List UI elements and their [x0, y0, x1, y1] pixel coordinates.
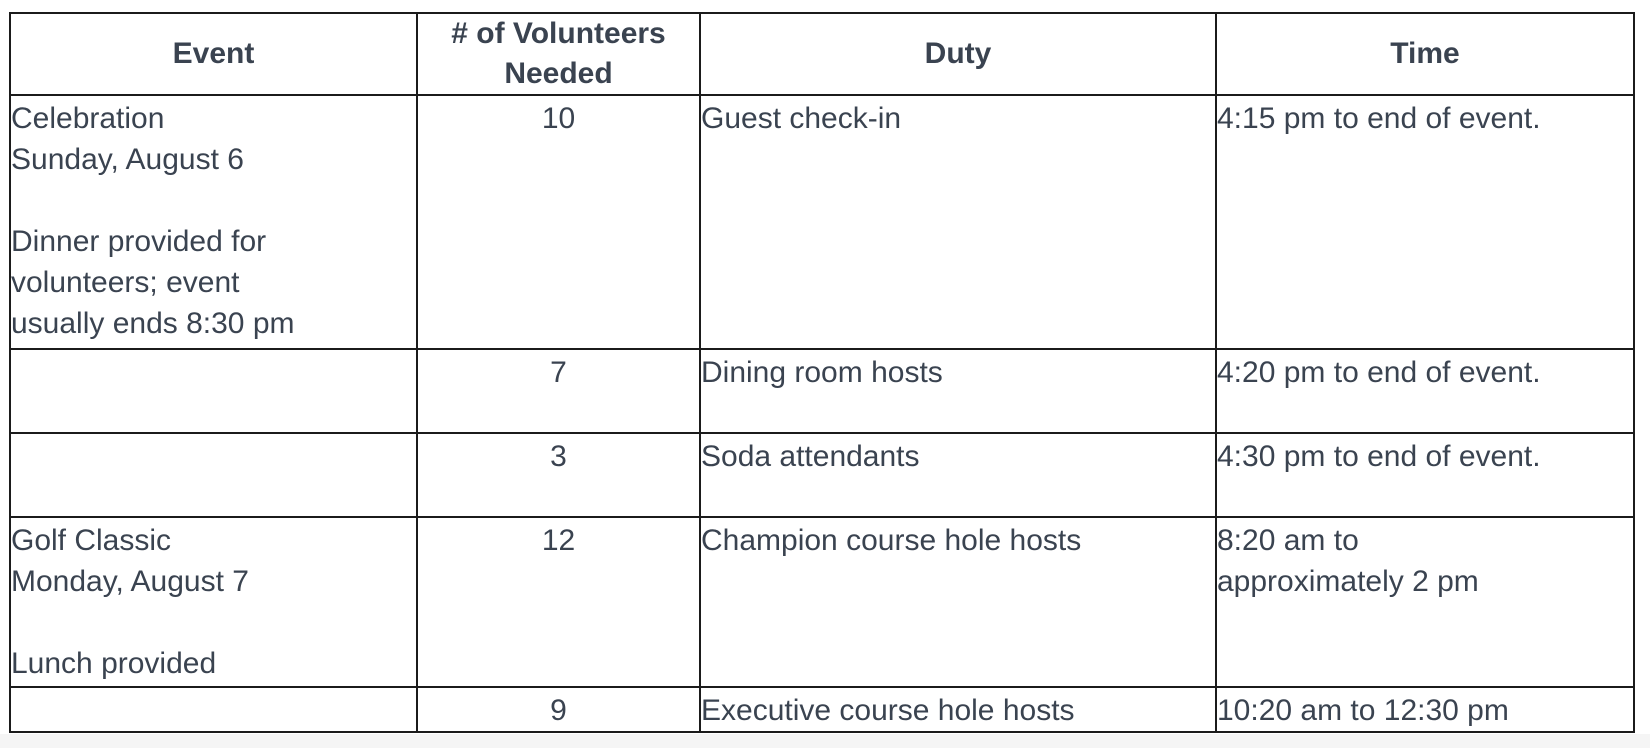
time-line: 4:20 pm to end of event.: [1217, 356, 1541, 389]
table-row: [10, 687, 1634, 732]
volunteers-count: 7: [550, 356, 567, 389]
duty-text: Dining room hosts: [701, 356, 943, 389]
event-cell: [10, 433, 417, 517]
volunteers-count: 10: [541, 102, 576, 135]
duty-cell: [700, 95, 1216, 349]
event-note-line: volunteers; event: [11, 266, 240, 299]
volunteer-schedule-table: [9, 12, 1635, 733]
header-event: Event: [10, 13, 417, 95]
header-row: [10, 13, 1634, 95]
event-note-line: Dinner provided for: [11, 225, 267, 258]
volunteers-count-cell: [417, 517, 700, 687]
event-date: Monday, August 7: [11, 565, 249, 598]
header-volunteers-line1: # of Volunteers: [451, 17, 666, 50]
header-time: Time: [1216, 13, 1634, 95]
event-name: Golf Classic: [11, 524, 172, 557]
table-row: [10, 433, 1634, 517]
event-cell: [10, 349, 417, 433]
volunteers-count-cell: [417, 95, 700, 349]
time-cell: [1216, 95, 1634, 349]
duty-cell: [700, 687, 1216, 732]
header-volunteers-needed: [417, 13, 700, 95]
event-cell: [10, 517, 417, 687]
event-name: Celebration: [11, 102, 165, 135]
event-date: Sunday, August 6: [11, 143, 244, 176]
time-line: approximately 2 pm: [1217, 565, 1479, 598]
time-cell: [1216, 349, 1634, 433]
table-body: [10, 95, 1634, 732]
volunteers-count-cell: [417, 433, 700, 517]
duty-cell: [700, 349, 1216, 433]
volunteers-count: 9: [550, 694, 567, 727]
duty-text: Executive course hole hosts: [701, 694, 1075, 727]
event-note-line: Lunch provided: [11, 647, 217, 680]
table-row: [10, 517, 1634, 687]
volunteers-count: 3: [550, 440, 567, 473]
table-row: [10, 95, 1634, 349]
volunteers-count-cell: [417, 349, 700, 433]
time-cell: [1216, 687, 1634, 732]
table-header: [10, 13, 1634, 95]
table-row: [10, 349, 1634, 433]
page-bottom-band: [0, 734, 1650, 748]
duty-text: Guest check-in: [701, 102, 902, 135]
duty-cell: [700, 517, 1216, 687]
header-volunteers-line2: Needed: [504, 57, 613, 90]
header-duty: Duty: [700, 13, 1216, 95]
duty-cell: [700, 433, 1216, 517]
time-line: 4:30 pm to end of event.: [1217, 440, 1541, 473]
time-cell: [1216, 517, 1634, 687]
time-line: 4:15 pm to end of event.: [1217, 102, 1541, 135]
time-line: 10:20 am to 12:30 pm: [1217, 694, 1509, 727]
duty-text: Champion course hole hosts: [701, 524, 1082, 557]
duty-text: Soda attendants: [701, 440, 920, 473]
volunteers-count: 12: [541, 524, 576, 557]
volunteers-count-cell: [417, 687, 700, 732]
event-cell: [10, 95, 417, 349]
time-line: 8:20 am to: [1217, 524, 1359, 557]
event-note-line: usually ends 8:30 pm: [11, 307, 295, 340]
event-cell: [10, 687, 417, 732]
time-cell: [1216, 433, 1634, 517]
